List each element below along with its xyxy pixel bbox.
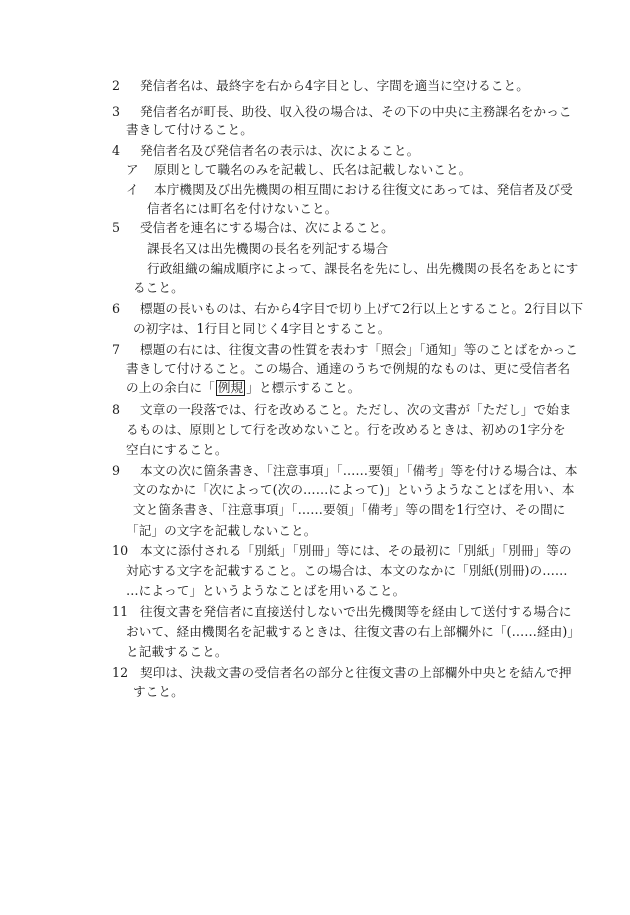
subitem-a-line-1 (126, 160, 471, 180)
item-text: の上の余白に「 (126, 380, 215, 395)
item-text: 文章の一段落では、行を改めること。ただし、次の文書が「ただし」で始ま (140, 402, 572, 417)
item-number: 8 (112, 402, 121, 417)
item-6-line-2 (133, 319, 390, 339)
item-text: 課長名又は出先機関の長名を列記する場合 (147, 241, 389, 256)
item-2-line-1 (112, 76, 529, 96)
item-8-line-2 (126, 420, 566, 440)
item-number: 7 (112, 342, 121, 357)
item-text: すこと。 (133, 684, 184, 699)
item-11-line-1 (112, 602, 572, 622)
item-text: 書きして付けること。この場合、通達のうちで例規的なものは、更に受信者名 (126, 361, 571, 376)
item-7-line-3 (126, 378, 361, 398)
item-text: 対応する文字を記載すること。この場合は、本文のなかに「別紙(別冊)の…… (126, 563, 568, 578)
item-number: 12 (112, 665, 129, 680)
item-7-line-1 (112, 340, 578, 360)
item-number: 3 (112, 104, 121, 119)
item-text: 発信者名が町長、助役、収入役の場合は、その下の中央に主務課名をかっこ (140, 104, 572, 119)
subitem-i-line-1 (126, 180, 573, 200)
item-text: るものは、原則として行を改めないこと。行を改めるときは、初めの1字分を (126, 422, 566, 437)
item-text: 書きして付けること。 (126, 122, 253, 137)
item-text: 原則として職名のみを記載し、氏名は記載しないこと。 (154, 162, 472, 177)
item-11-line-2 (126, 622, 580, 642)
item-text: 信者名には町名を付けないこと。 (147, 201, 338, 216)
item-text: 本庁機関及び出先機関の相互間における往復文にあっては、発信者及び受 (154, 182, 573, 197)
item-9-line-2 (133, 480, 575, 500)
item-text: の初字は、1行目と同じく4字目とすること。 (133, 321, 391, 336)
item-number: 4 (112, 143, 121, 158)
item-8-line-3 (126, 440, 228, 460)
subitem-i-line-2 (147, 199, 337, 219)
boxed-label: 例規 (217, 380, 244, 395)
item-number: イ (126, 182, 139, 197)
item-text: 往復文書を発信者に直接送付しないで出先機関等を経由して送付する場合に (140, 604, 572, 619)
item-12-line-1 (112, 663, 572, 683)
item-text: 標題の右には、往復文書の性質を表わす「照会」「通知」等のことばをかっこ (140, 342, 578, 357)
item-number: ア (126, 162, 139, 177)
item-10-line-3 (126, 581, 405, 601)
item-5-line-2 (147, 239, 388, 259)
item-text: ること。 (133, 280, 184, 295)
item-text: 文と箇条書き、「注意事項」「……要領」「備考」等の間を1行空け、その間に (133, 502, 566, 517)
item-10-line-1 (112, 541, 572, 561)
item-5-line-1 (112, 218, 394, 238)
item-5-line-3 (147, 259, 578, 279)
item-text: 本文の次に箇条書き、「注意事項」「……要領」「備考」等を付ける場合は、本 (140, 463, 578, 478)
item-text: と記載すること。 (126, 644, 228, 659)
item-4-line-1 (112, 141, 419, 161)
item-text: 空白にすること。 (126, 442, 228, 457)
item-text: 行政組織の編成順序によって、課長名を先にし、出先機関の長名をあとにす (147, 261, 579, 276)
item-11-line-3 (126, 642, 228, 662)
item-number: 5 (112, 220, 121, 235)
item-number: 2 (112, 78, 121, 93)
item-text: 契印は、決裁文書の受信者名の部分と往復文書の上部欄外中央とを結んで押 (140, 665, 572, 680)
item-12-line-2 (133, 682, 184, 702)
item-9-line-4 (126, 521, 316, 541)
item-9-line-1 (112, 461, 578, 481)
item-8-line-1 (112, 400, 572, 420)
item-6-line-1 (112, 299, 583, 319)
item-10-line-2 (126, 561, 568, 581)
item-number: 10 (112, 543, 129, 558)
item-text: 」と標示すること。 (246, 380, 361, 395)
item-text: …によって」というようなことばを用いること。 (126, 583, 406, 598)
item-number: 11 (112, 604, 129, 619)
item-text: 受信者を連名にする場合は、次によること。 (140, 220, 394, 235)
item-text: 「記」の文字を記載しないこと。 (126, 523, 317, 538)
item-text: おいて、経由機関名を記載するときは、往復文書の右上部欄外に「(……経由)」 (126, 624, 581, 639)
item-text: 文のなかに「次によって(次の……によって)」というようなことばを用い、本 (133, 482, 575, 497)
item-text: 本文に添付される「別紙」「別冊」等には、その最初に「別紙」「別冊」等の (140, 543, 572, 558)
item-text: 発信者名及び発信者名の表示は、次によること。 (140, 143, 420, 158)
item-number: 6 (112, 301, 121, 316)
item-9-line-3 (133, 500, 566, 520)
item-3-line-1 (112, 102, 572, 122)
item-3-line-2 (126, 120, 253, 140)
item-text: 標題の長いものは、右から4字目で切り上げて2行以上とすること。2行目以下 (140, 301, 584, 316)
item-7-line-2 (126, 359, 570, 379)
item-number: 9 (112, 463, 121, 478)
item-5-line-4 (133, 278, 184, 298)
item-text: 発信者名は、最終字を右から4字目とし、字間を適当に空けること。 (140, 78, 529, 93)
